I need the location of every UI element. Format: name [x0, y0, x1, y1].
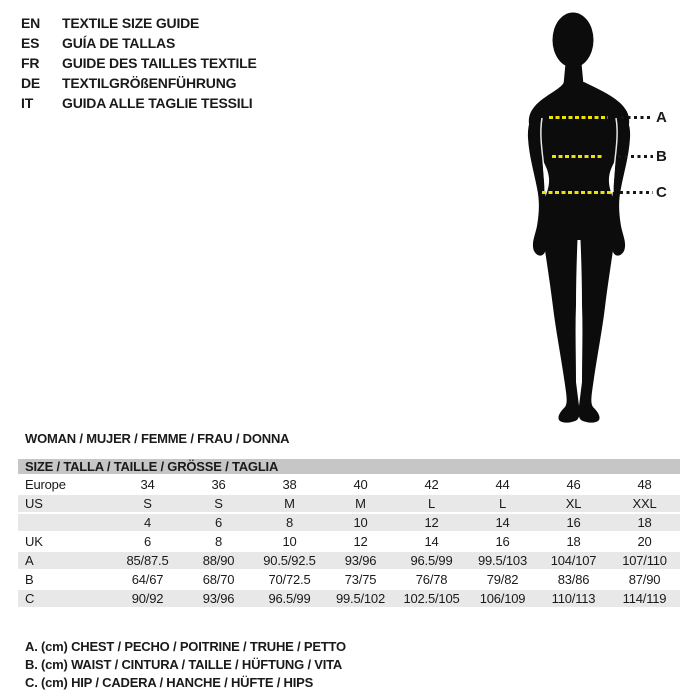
size-cell: 16 [538, 513, 609, 532]
chest-line-dashes [549, 116, 608, 119]
size-cell: 107/110 [609, 551, 680, 570]
size-cell: 44 [467, 475, 538, 494]
size-cell: 4 [112, 513, 183, 532]
size-cell: 90.5/92.5 [254, 551, 325, 570]
size-cell: M [254, 494, 325, 513]
size-cell: 93/96 [325, 551, 396, 570]
size-cell: 46 [538, 475, 609, 494]
size-cell: 34 [112, 475, 183, 494]
language-code: FR [21, 55, 40, 71]
language-title-block [21, 13, 257, 113]
row-label [18, 513, 112, 532]
size-cell: L [467, 494, 538, 513]
size-cell: 79/82 [467, 570, 538, 589]
size-cell: S [183, 494, 254, 513]
size-cell: 88/90 [183, 551, 254, 570]
size-cell: 87/90 [609, 570, 680, 589]
size-cell: 110/113 [538, 589, 609, 608]
size-cell: 8 [254, 513, 325, 532]
size-cell: 85/87.5 [112, 551, 183, 570]
size-cell: 83/86 [538, 570, 609, 589]
title-text: GUIDE DES TAILLES TEXTILE [62, 55, 257, 71]
size-cell: 6 [112, 532, 183, 551]
size-cell: 8 [183, 532, 254, 551]
size-cell: 96.5/99 [396, 551, 467, 570]
size-cell: 99.5/102 [325, 589, 396, 608]
size-cell: 18 [609, 513, 680, 532]
waist-leader-dashes [618, 155, 653, 158]
size-cell: XXL [609, 494, 680, 513]
row-label: US [18, 494, 112, 513]
size-cell: S [112, 494, 183, 513]
size-cell: 102.5/105 [396, 589, 467, 608]
size-cell: 90/92 [112, 589, 183, 608]
row-label: A [18, 551, 112, 570]
size-cell: 68/70 [183, 570, 254, 589]
language-code: EN [21, 15, 41, 31]
language-code: IT [21, 95, 34, 111]
size-table-body [18, 459, 680, 608]
size-cell: 73/75 [325, 570, 396, 589]
size-cell: 42 [396, 475, 467, 494]
size-cell: 12 [325, 532, 396, 551]
measurement-figure [478, 10, 678, 430]
table-row [18, 513, 680, 532]
title-text: TEXTILGRÖßENFÜHRUNG [62, 75, 237, 91]
title-row-es [21, 33, 257, 53]
table-row [18, 475, 680, 494]
size-cell: 14 [396, 532, 467, 551]
size-cell: L [396, 494, 467, 513]
table-header-row [18, 459, 680, 475]
size-cell: 70/72.5 [254, 570, 325, 589]
table-row [18, 551, 680, 570]
size-cell: 96.5/99 [254, 589, 325, 608]
legend-chest: A. (cm) CHEST / PECHO / POITRINE / TRUHE / PETTO [25, 639, 346, 654]
size-cell: 20 [609, 532, 680, 551]
language-code: DE [21, 75, 41, 91]
size-cell: 64/67 [112, 570, 183, 589]
size-cell: 106/109 [467, 589, 538, 608]
legend-waist: B. (cm) WAIST / CINTURA / TAILLE / HÜFTUNG / VITA [25, 657, 343, 672]
chest-label: A [656, 109, 667, 126]
title-text: GUÍA DE TALLAS [62, 35, 176, 51]
size-cell: 104/107 [538, 551, 609, 570]
table-header: SIZE / TALLA / TAILLE / GRÖSSE / TAGLIA [18, 459, 680, 475]
table-row [18, 532, 680, 551]
size-cell: 40 [325, 475, 396, 494]
size-cell: 6 [183, 513, 254, 532]
row-label: Europe [18, 475, 112, 494]
size-cell: 48 [609, 475, 680, 494]
size-cell: 14 [467, 513, 538, 532]
size-table [18, 459, 680, 609]
legend-hip: C. (cm) HIP / CADERA / HANCHE / HÜFTE / HIPS [25, 675, 314, 690]
size-cell: XL [538, 494, 609, 513]
title-row-de [21, 73, 257, 93]
size-cell: 99.5/103 [467, 551, 538, 570]
table-row [18, 589, 680, 608]
title-row-fr [21, 53, 257, 73]
title-text: TEXTILE SIZE GUIDE [62, 15, 200, 31]
size-cell: 36 [183, 475, 254, 494]
hip-label: C [656, 184, 667, 201]
chest-leader-dashes [621, 116, 653, 119]
row-label: C [18, 589, 112, 608]
size-cell: M [325, 494, 396, 513]
size-cell: 16 [467, 532, 538, 551]
measurement-legend [25, 638, 346, 692]
title-row-en [21, 13, 257, 33]
hip-line-dashes [542, 191, 611, 194]
waist-line-dashes [552, 155, 602, 158]
row-label: UK [18, 532, 112, 551]
table-row [18, 494, 680, 513]
waist-label: B [656, 148, 667, 165]
title-text: GUIDA ALLE TAGLIE TESSILI [62, 95, 253, 111]
title-row-it [21, 93, 257, 113]
table-row [18, 570, 680, 589]
row-label: B [18, 570, 112, 589]
size-cell: 76/78 [396, 570, 467, 589]
size-cell: 114/119 [609, 589, 680, 608]
hip-leader-dashes [620, 191, 653, 194]
size-cell: 10 [254, 532, 325, 551]
language-code: ES [21, 35, 40, 51]
section-heading-woman: WOMAN / MUJER / FEMME / FRAU / DONNA [25, 431, 290, 446]
size-cell: 10 [325, 513, 396, 532]
woman-silhouette-image [478, 10, 678, 430]
size-cell: 12 [396, 513, 467, 532]
size-cell: 18 [538, 532, 609, 551]
size-cell: 38 [254, 475, 325, 494]
size-cell: 93/96 [183, 589, 254, 608]
